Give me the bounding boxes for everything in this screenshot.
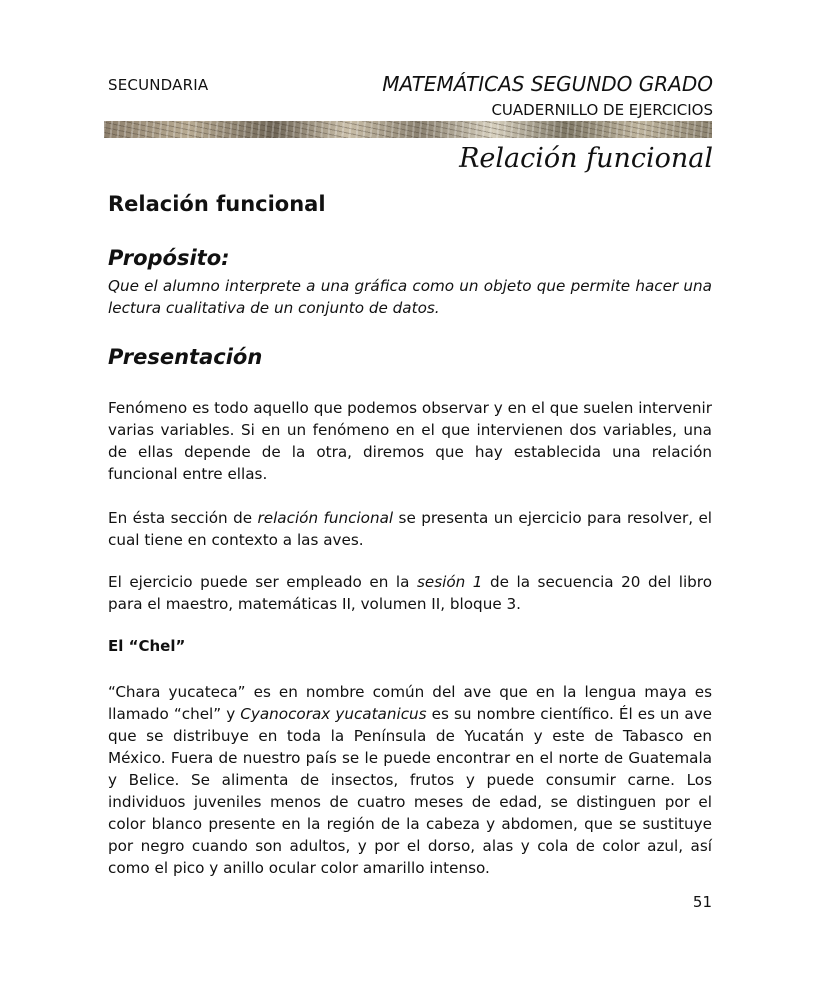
chel-heading: El “Chel” <box>108 637 186 655</box>
p3-text-a: El ejercicio puede ser empleado en la <box>108 573 417 591</box>
presentacion-paragraph-1: Fenómeno es todo aquello que podemos observar y en el que suelen intervenir varias variables. Si en un fenómeno en el que intervienen dos variables, una de ellas depende de la otra, diremos que hay establecida una relación funcional entre ellas. <box>108 399 712 483</box>
chel-paragraph <box>108 681 712 879</box>
header-title: MATEMÁTICAS SEGUNDO GRADO <box>382 72 713 96</box>
page-heading: Relación funcional <box>108 192 326 216</box>
p2-emphasis: relación funcional <box>257 509 394 527</box>
p2-text-b: se presenta un ejercicio para resolver, el cual tiene en contexto a las aves. <box>108 509 713 549</box>
section-title: Relación funcional <box>459 143 713 174</box>
chel-text-a: “Chara yucateca” es en nombre común del ave que en la lengua maya es llamado “chel” y <box>108 683 712 723</box>
proposito-heading: Propósito: <box>108 246 230 270</box>
page-number: 51 <box>692 893 712 911</box>
proposito-text: Que el alumno interprete a una gráfica como un objeto que permite hacer una lectura cualitativa de un conjunto de datos. <box>108 277 712 317</box>
chel-text-b: es su nombre científico. Él es un ave que se distribuye en toda la Península de Yucatán y este de Tabasco en México. Fuera de nuestro país se le puede encontrar en el norte de Guatemala y Belice. Se alimenta de insectos, frutos y puede consumir carne. Los individuos juveniles menos de cuatro meses de edad, se distinguen por el color blanco presente en la región de la cabeza y abdomen, que se sustituye por negro cuando son adultos, y por el dorso, alas y cola de color azul, así como el pico y anillo ocular color amarillo intenso. <box>108 705 713 877</box>
p3-text-b: de la secuencia 20 del libro para el maestro, matemáticas II, volumen II, bloque 3. <box>108 573 713 613</box>
p2-text-a: En ésta sección de <box>108 509 258 527</box>
chel-scientific-name: Cyanocorax yucatanicus <box>240 705 427 723</box>
header-left: SECUNDARIA <box>108 76 209 94</box>
header-subtitle: CUADERNILLO DE EJERCICIOS <box>491 101 713 119</box>
p3-emphasis: sesión 1 <box>416 573 483 591</box>
presentacion-paragraph-3 <box>108 571 712 615</box>
presentacion-paragraph-2 <box>108 507 712 551</box>
decorative-band <box>104 121 712 138</box>
presentacion-heading: Presentación <box>108 345 263 369</box>
